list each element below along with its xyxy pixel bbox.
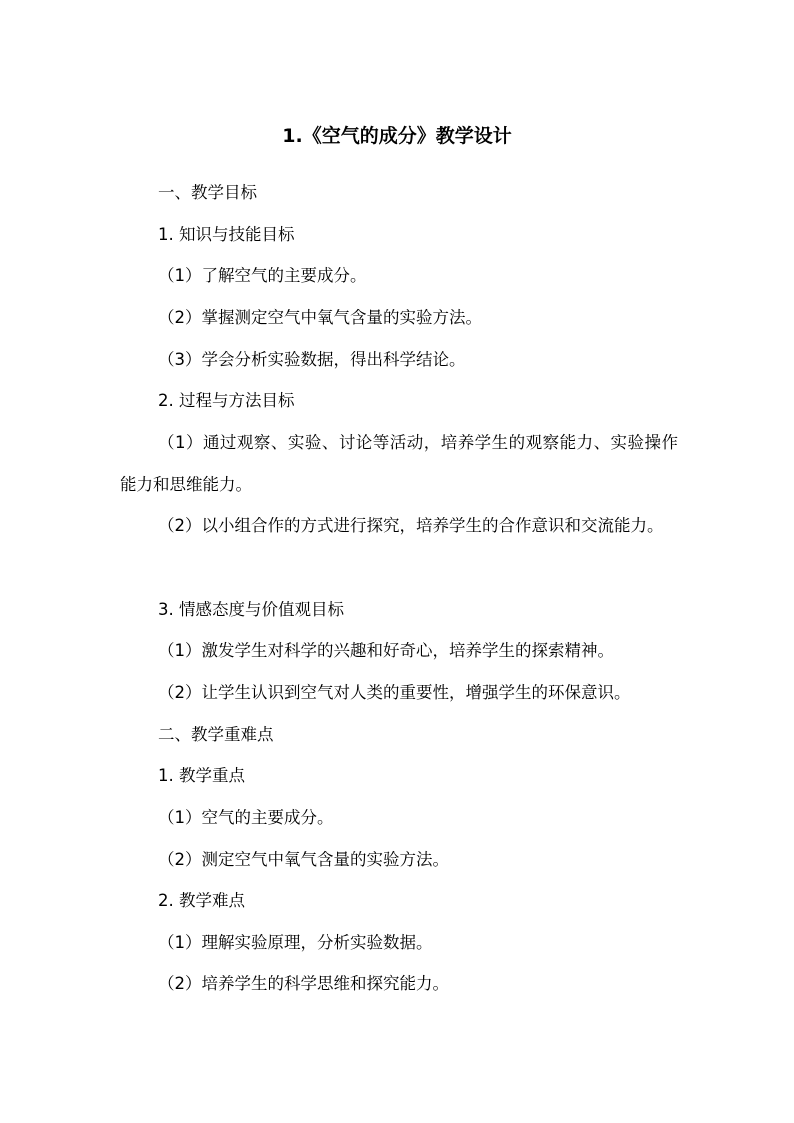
list-item: （1）理解实验原理，分析实验数据。 — [158, 933, 433, 952]
subheading-key-points: 1. 教学重点 — [158, 766, 245, 785]
paragraph: （1）通过观察、实验、讨论等活动，培养学生的观察能力、实验操作能力和思维能力。 — [120, 433, 678, 494]
list-item: （1）激发学生对科学的兴趣和好奇心，培养学生的探索精神。 — [158, 641, 614, 660]
subheading-process-methods: 2. 过程与方法目标 — [158, 391, 295, 410]
document-title: 1.《空气的成分》教学设计 — [282, 125, 512, 147]
list-item: （1）空气的主要成分。 — [158, 808, 334, 827]
section-heading-teaching-objectives: 一、教学目标 — [158, 183, 257, 202]
subheading-knowledge-skills: 1. 知识与技能目标 — [158, 225, 295, 244]
list-item: （1）了解空气的主要成分。 — [158, 266, 367, 285]
list-item: （2）掌握测定空气中氧气含量的实验方法。 — [158, 308, 482, 327]
list-item: （3）学会分析实验数据，得出科学结论。 — [158, 350, 466, 369]
list-item: （2）培养学生的科学思维和探究能力。 — [158, 974, 449, 993]
paragraph: （2）以小组合作的方式进行探究，培养学生的合作意识和交流能力。 — [158, 516, 664, 535]
section-heading-key-difficult-points: 二、教学重难点 — [158, 725, 274, 744]
subheading-emotion-values: 3. 情感态度与价值观目标 — [158, 600, 344, 619]
list-item: （2）让学生认识到空气对人类的重要性，增强学生的环保意识。 — [158, 683, 631, 702]
list-item: （2）测定空气中氧气含量的实验方法。 — [158, 850, 449, 869]
subheading-difficult-points: 2. 教学难点 — [158, 891, 245, 910]
